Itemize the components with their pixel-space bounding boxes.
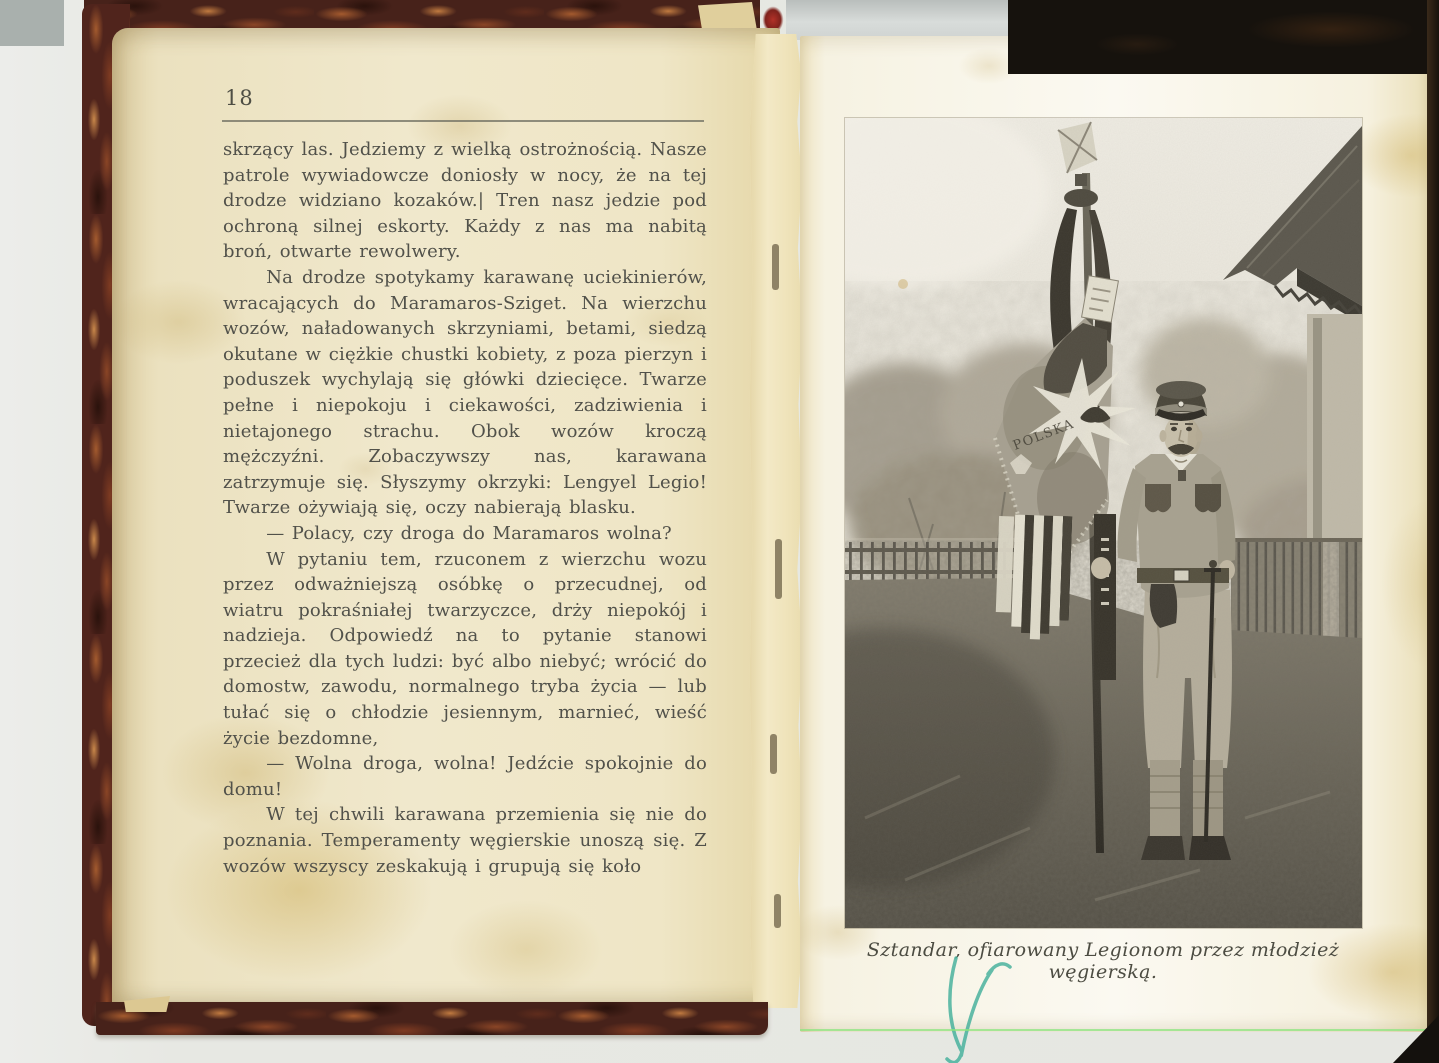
right-page — [800, 36, 1430, 1032]
paragraph: W pytaniu tem, rzuconem z wierzchu wozu przez odważniejszą osóbkę o przecudnej, od wiatru pokraśniałej twarzyczce, drży niepokój i nadzieja. Odpowiedź na to pytanie stanowi przecież dla tych ludzi: być albo niebyć; wrócić do domostw, zawodu, normalnego tryba życia — lub tułać się o chłodzie jesiennym, marnieć, wieść życie bezdomne, — [223, 548, 707, 749]
book-cover-right-edge — [1427, 0, 1439, 1063]
left-page — [112, 28, 780, 1008]
photo-stain — [898, 279, 908, 289]
paragraph: skrzący las. Jedziemy z wielką ostrożnością. Nasze patrole wywiadowcze doniosły w nocy, że na tej drodze widziano kozaków.| Tren nasz jedzie pod ochroną silnej eskorty. Każdy z nas ma nabitą broń, otwarte rewolwery. — [223, 139, 707, 263]
scanner-corner-shadow — [0, 0, 64, 46]
photograph-standard-bearer — [845, 118, 1362, 928]
scanner-gap-top — [786, 0, 1014, 40]
handwritten-pen-mark — [918, 952, 1028, 1063]
body-text — [223, 137, 707, 879]
header-rule — [222, 120, 704, 122]
photo-illustration — [845, 118, 1362, 928]
page-number: 18 — [225, 86, 254, 110]
paragraph: — Wolna droga, wolna! Jedźcie spokojnie do domu! — [223, 753, 707, 800]
book-cover-back-board — [1008, 0, 1439, 74]
paragraph: W tej chwili karawana przemienia się nie do poznania. Temperamenty węgierskie unoszą się. Z wozów wszyscy zeskakują i grupują się koło — [223, 804, 707, 877]
scan-artifact-green-line — [800, 1029, 1430, 1031]
gutter-torn-page-edges — [748, 34, 804, 1008]
paragraph: — Polacy, czy droga do Maramaros wolna? — [266, 522, 672, 544]
book-cover-bottom-edge — [96, 1002, 768, 1035]
photo-caption: Sztandar, ofiarowany Legionom przez młodzież węgierską. — [866, 939, 1340, 983]
paragraph: Na drodze spotykamy karawanę uciekinierów, wracających do Maramaros-Sziget. Na wierzchu wozów, naładowanych skrzyniami, betami, siedzą okutane w ciężkie chustki kobiety, z poza pierzyn i poduszek wychylają się główki dziecięce. Twarze pełne i niepokoju i ciekawości, zadziwienia i nietajonego strachu. Obok wozów kroczą mężczyźni. Zobaczywszy nas, karawana zatrzymuje się. Słyszymy okrzyki: Lengyel Legio! Twarze ożywiają się, oczy nabierają blasku. — [223, 266, 707, 519]
